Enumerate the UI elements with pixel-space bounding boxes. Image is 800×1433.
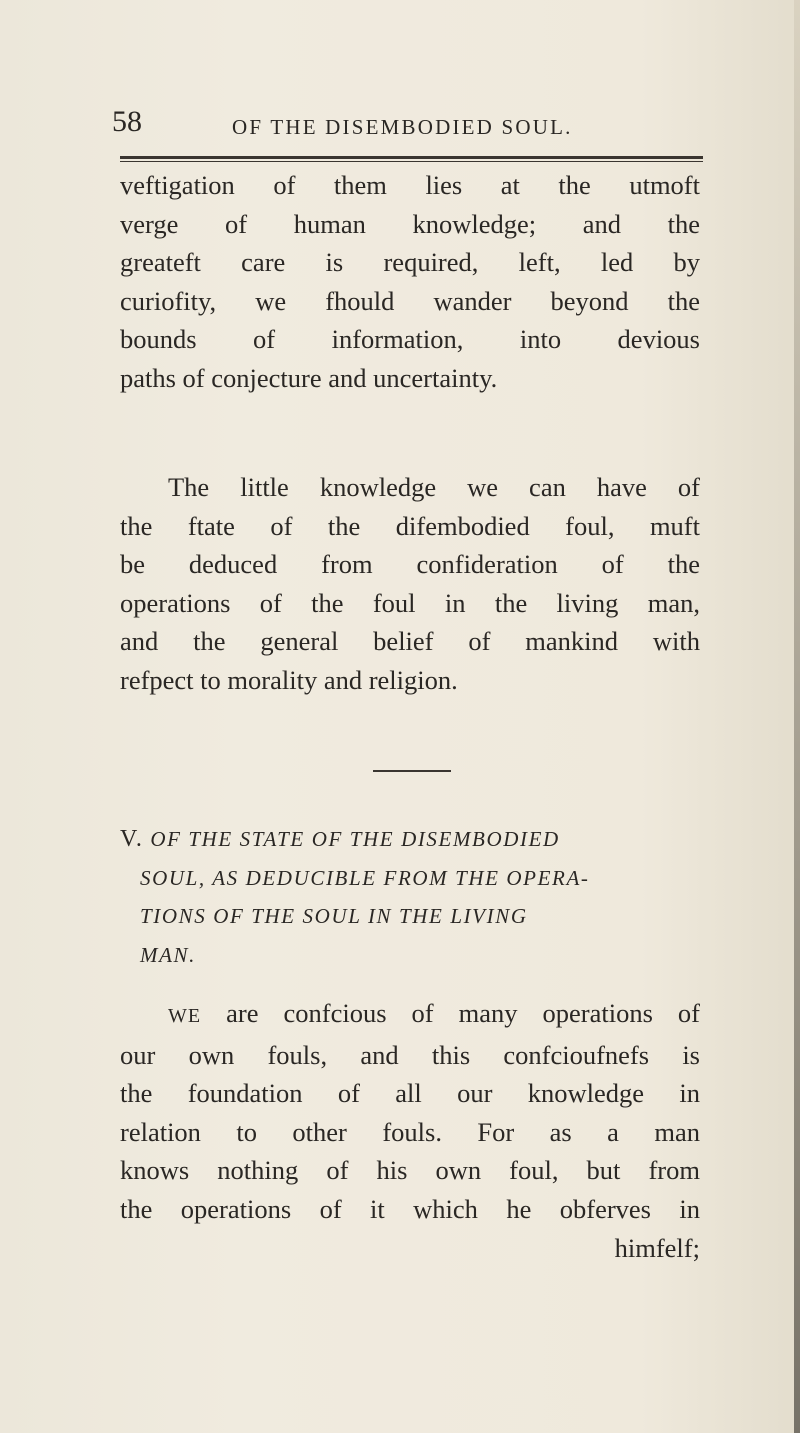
paragraph-line: knows nothing of his own foul, but from	[120, 1155, 700, 1186]
paragraph-line: relation to other fouls. For as a man	[120, 1116, 700, 1147]
header-rule	[120, 156, 703, 162]
paragraph-line: our own fouls, and this confcioufnefs is	[120, 1039, 700, 1070]
section-heading-line: TIONS OF THE SOUL IN THE LIVING	[140, 904, 528, 929]
paragraph-line: operations of the foul in the living man,	[120, 587, 700, 618]
paragraph-3	[120, 994, 700, 1267]
paragraph-lead-word: WE	[168, 1005, 202, 1027]
paragraph-line: refpect to morality and religion.	[120, 664, 458, 695]
paragraph-line: the operations of it which he obferves in	[120, 1193, 700, 1224]
section-heading-line	[120, 820, 720, 859]
paragraph-line: curiofity, we fhould wander beyond the	[120, 285, 700, 316]
section-heading-line: SOUL, AS DEDUCIBLE FROM THE OPERA-	[140, 865, 590, 890]
paragraph-1	[120, 166, 700, 398]
paragraph-line: be deduced from confideration of the	[120, 549, 700, 580]
section-heading-line: MAN.	[140, 942, 196, 967]
paragraph-2	[120, 468, 700, 700]
paragraph-line: verge of human knowledge; and the	[120, 208, 700, 239]
running-head: OF THE DISEMBODIED SOUL.	[232, 115, 573, 139]
paragraph-line-text: are confcious of many operations of	[201, 998, 700, 1028]
paragraph-line: veftigation of them lies at the utmoft	[120, 170, 700, 200]
paragraph-line: bounds of information, into devious	[120, 324, 700, 355]
page-edge-shadow	[794, 0, 800, 1433]
section-divider	[373, 770, 451, 772]
paragraph-line: the foundation of all our knowledge in	[120, 1078, 700, 1109]
section-heading-text: OF THE STATE OF THE DISEMBODIED	[150, 827, 560, 851]
paragraph-line: the ftate of the difembodied foul, muft	[120, 510, 700, 541]
paragraph-line: greateft care is required, left, led by	[120, 247, 700, 278]
paragraph-line: The little knowledge we can have of	[168, 472, 700, 502]
section-heading	[120, 820, 720, 974]
page-header	[112, 105, 712, 145]
page-number: 58	[112, 105, 142, 138]
paragraph-line: and the general belief of mankind with	[120, 626, 700, 657]
paragraph-line	[120, 994, 700, 1036]
catchword: himfelf;	[614, 1232, 700, 1263]
section-numeral: V.	[120, 826, 144, 852]
paragraph-line: paths of conjecture and uncertainty.	[120, 362, 498, 393]
